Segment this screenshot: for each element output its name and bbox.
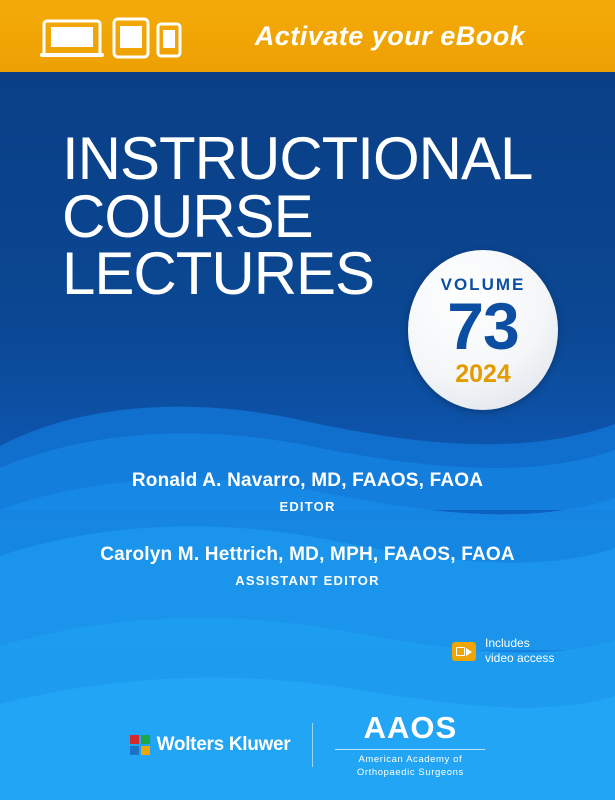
badge-volume-label: VOLUME (440, 275, 526, 294)
volume-badge (408, 250, 558, 410)
badge-volume-number: 73 (447, 289, 519, 363)
aaos-rule (335, 749, 485, 750)
aaos-abbreviation: AAOS (363, 710, 458, 746)
ebook-banner (0, 0, 615, 72)
title-line-3: LECTURES (62, 240, 375, 308)
assistant-editor-name: Carolyn M. Hettrich, MD, MPH, FAAOS, FAOA (100, 544, 515, 565)
badge-year: 2024 (455, 360, 511, 388)
wolters-kluwer-logo (130, 734, 291, 756)
footer-logos (0, 705, 615, 785)
wolters-kluwer-name: Wolters Kluwer (156, 734, 291, 755)
video-note-line-1: Includes (485, 636, 530, 650)
aaos-full-name-line-1: American Academy of (358, 754, 463, 766)
video-icon (452, 642, 476, 661)
aaos-full-name-line-2: Orthopaedic Surgeons (356, 767, 464, 778)
video-access-note (452, 636, 554, 666)
video-note-text (485, 636, 554, 666)
banner-text: Activate your eBook (254, 21, 526, 51)
editor-name: Ronald A. Navarro, MD, FAAOS, FAOA (131, 470, 484, 491)
devices-icon (40, 15, 190, 59)
assistant-editor-role: ASSISTANT EDITOR (235, 573, 380, 588)
editor-role: EDITOR (279, 499, 336, 514)
editors-block (0, 470, 615, 588)
aaos-logo (335, 710, 485, 780)
title-line-2: COURSE (62, 182, 313, 250)
logo-divider (312, 723, 313, 767)
wolters-kluwer-mark-icon (130, 735, 150, 755)
video-note-line-2: video access (485, 651, 555, 665)
title-line-1: INSTRUCTIONAL (62, 125, 533, 192)
